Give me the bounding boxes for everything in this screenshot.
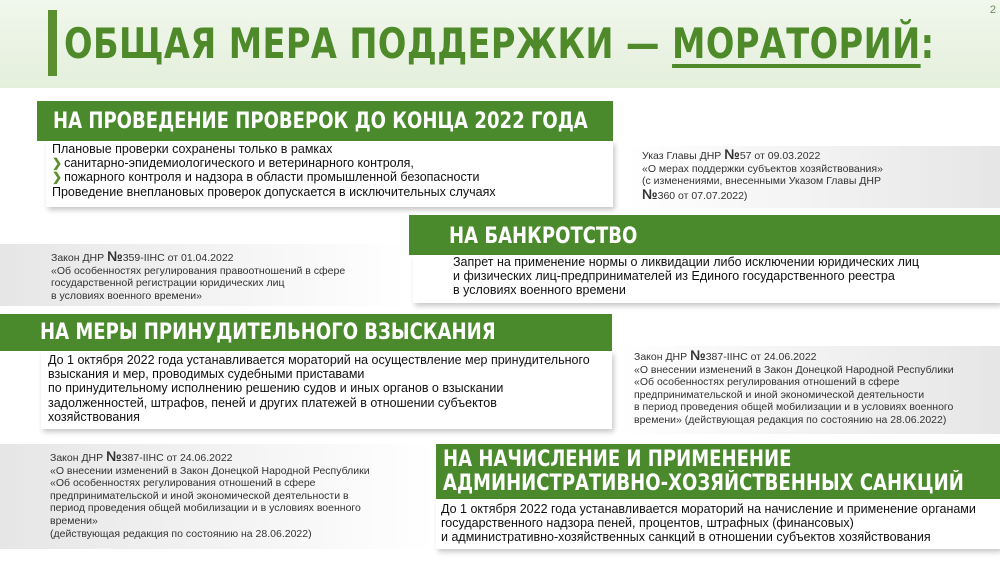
law-reference-sanctions: Закон ДНР №387-IIНС от 24.06.2022 «О внесении изменений в Закон Донецкой Народной Республики «Об особенностях регулирования отношений в сфере предпринимательской и иной экономической деятельности в период проведения общей мобилизации и в условиях военного времени» (действующая редакция по состоянию на 28.06.2022)	[0, 444, 436, 549]
heading-bankruptcy: НА БАНКРОТСТВО	[409, 215, 1000, 255]
text-box-sanctions: До 1 октября 2022 года устанавливается мораторий на начисление и применение органами государственного надзора пеней, процентов, штрафных (финансовых) и административно-хозяйственных санкций в отношении субъектов хозяйствования	[436, 499, 1000, 549]
list-item: ❯ пожарного контроля и надзора в области промышленной безопасности	[52, 170, 480, 185]
title-accent-bar	[48, 10, 57, 76]
title-underlined: МОРАТОРИЙ	[672, 19, 921, 68]
text-box-inspections	[46, 141, 613, 207]
heading-sanctions: НА НАЧИСЛЕНИЕ И ПРИМЕНЕНИЕ АДМИНИСТРАТИВНО-ХОЗЯЙСТВЕННЫХ САНКЦИЙ	[436, 444, 1000, 499]
chevron-right-icon: ❯	[52, 170, 63, 185]
heading-inspections: НА ПРОВЕДЕНИЕ ПРОВЕРОК ДО КОНЦА 2022 ГОДА	[37, 101, 613, 141]
page-title: ОБЩАЯ МЕРА ПОДДЕРЖКИ — МОРАТОРИЙ:	[64, 19, 935, 68]
heading-enforcement: НА МЕРЫ ПРИНУДИТЕЛЬНОГО ВЗЫСКАНИЯ	[0, 314, 612, 351]
inspections-closing: Проведение внеплановых проверок допускается в исключительных случаях	[52, 184, 496, 199]
law-reference-bankruptcy: Закон ДНР №359-IIНС от 01.04.2022 «Об особенностях регулирования правоотношений в сфере государственной регистрации юридических лиц в условиях военного времени»	[0, 244, 408, 306]
inspections-intro: Плановые проверки сохранены только в рамках	[52, 142, 333, 156]
chevron-right-icon: ❯	[52, 156, 63, 171]
page-number: 2	[989, 4, 996, 16]
text-box-bankruptcy: Запрет на применение нормы о ликвидации либо исключении юридических лиц и физических лиц-предпринимателей из Единого государственного реестра в условиях военного времени	[413, 255, 1000, 303]
law-reference-inspections: Указ Главы ДНР №57 от 09.03.2022 «О мерах поддержки субъектов хозяйствования» (с изменениями, внесенными Указом Главы ДНР №360 от 07.07.2022)	[625, 146, 1000, 208]
law-reference-enforcement: Закон ДНР №387-IIНС от 24.06.2022 «О внесении изменений в Закон Донецкой Народной Республики «Об особенностях регулирования отношений в сфере предпринимательской и иной экономической деятельности в период проведения общей мобилизации и в условиях военного времени» (действующая редакция по состоянию на 28.06.2022)	[620, 346, 1000, 434]
text-box-enforcement: До 1 октября 2022 года устанавливается мораторий на осуществление мер принудительного взыскания и мер, проводимых судебными приставами по принудительному исполнению решению судов и иных органов о взыскании задолженностей, штрафов, пеней и других платежей в отношении субъектов хозяйствования	[41, 351, 612, 429]
list-item: ❯ санитарно-эпидемиологического и ветеринарного контроля,	[52, 156, 414, 171]
